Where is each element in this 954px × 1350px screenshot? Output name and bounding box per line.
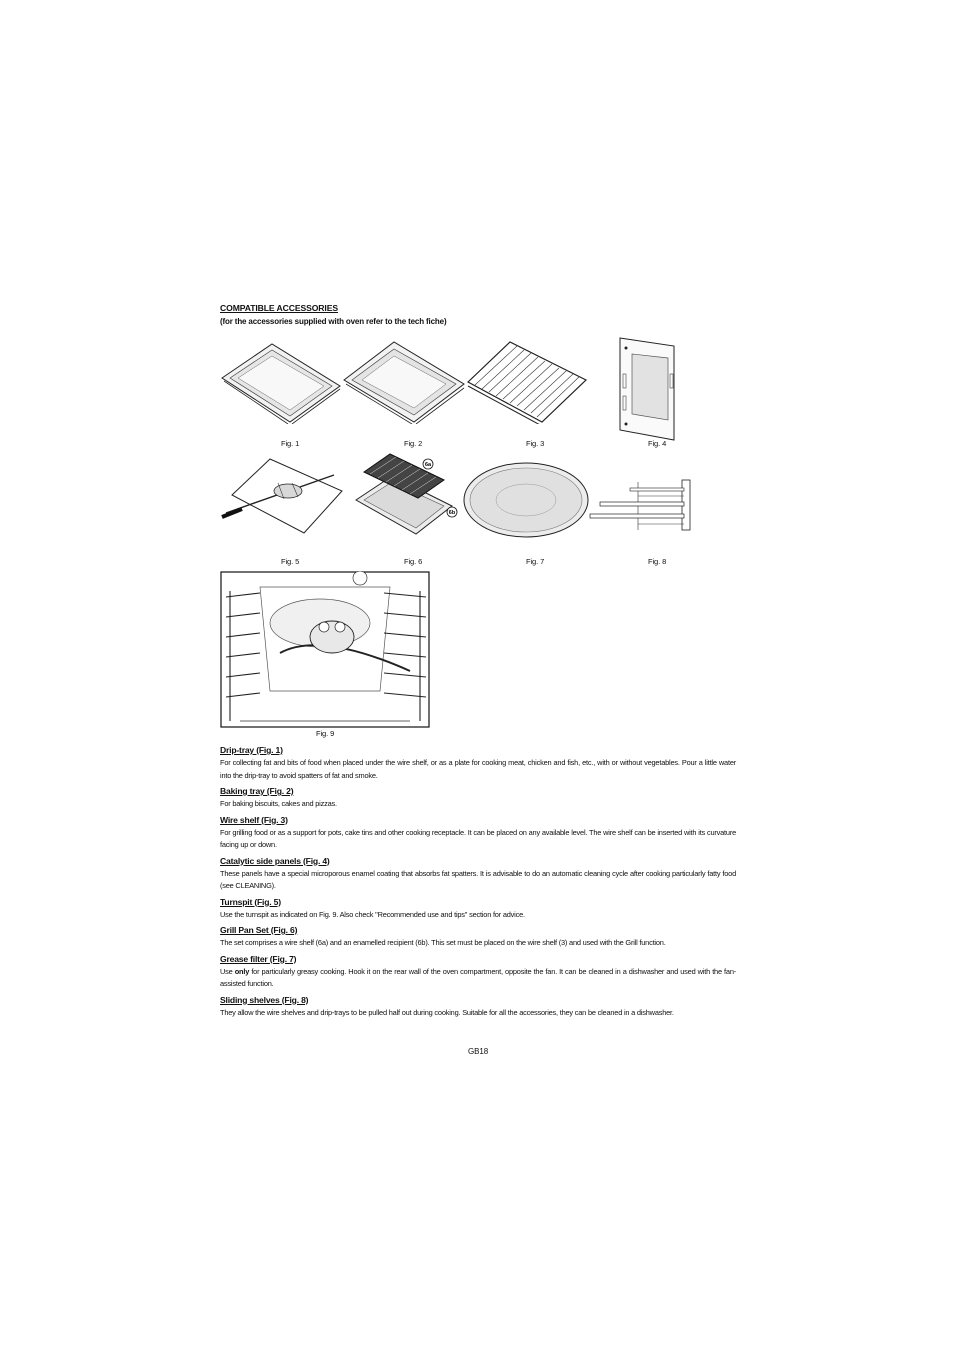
drip-tray-body: For collecting fat and bits of food when placed under the wire shelf, or as a plate for cooking meat, chicken and fish, etc., with or without vegetables. Pour a little water into the drip-tray to avoid spatters of fat and smoke. [220, 758, 736, 780]
accessory-descriptions [220, 745, 736, 1023]
section-heading: COMPATIBLE ACCESSORIES [220, 303, 338, 313]
wire-shelf-title: Wire shelf (Fig. 3) [220, 814, 288, 825]
fig1-caption: Fig. 1 [281, 439, 300, 448]
baking-tray-title: Baking tray (Fig. 2) [220, 786, 294, 796]
turnspit-title: Turnspit (Fig. 5) [220, 896, 281, 907]
grease-filter-body-emphasis: only [234, 966, 250, 976]
sliding-shelves-title: Sliding shelves (Fig. 8) [220, 994, 309, 1005]
grease-filter-body-start: Use [220, 966, 235, 976]
fig4-caption: Fig. 4 [648, 439, 667, 448]
catalytic-panels-title: Catalytic side panels (Fig. 4) [220, 855, 330, 866]
grease-filter-illustration [462, 460, 590, 540]
wire-shelf-illustration [464, 340, 588, 424]
catalytic-panel-illustration [614, 334, 686, 442]
sliding-shelves-illustration [586, 474, 694, 534]
drip-tray-illustration [220, 340, 342, 424]
grill-pan-set-title: Grill Pan Set (Fig. 6) [220, 925, 298, 935]
turnspit-illustration [220, 455, 344, 539]
sliding-shelves-body: They allow the wire shelves and drip-trays to be pulled half out during cooking. Suitable for all the accessories, they can be cleaned in a dishwasher. [220, 1007, 674, 1017]
fig7-caption: Fig. 7 [526, 557, 545, 566]
label-6b: 6b [448, 510, 456, 516]
grease-filter-body [220, 966, 736, 991]
fig3-caption: Fig. 3 [526, 439, 545, 448]
turnspit-body: Use the turnspit as indicated on Fig. 9. Also check "Recommended use and tips" section for advice. [220, 909, 525, 919]
fig8-caption: Fig. 8 [648, 557, 667, 566]
catalytic-panels-body: These panels have a special microporous enamel coating that absorbs fat spatters. It is advisable to do an automatic cleaning cycle after cooking particularly fatty food (see CLEANING). [220, 868, 736, 890]
section-subheading: (for the accessories supplied with oven refer to the tech fiche) [220, 317, 447, 326]
grease-filter-title: Grease filter (Fig. 7) [220, 953, 297, 964]
wire-shelf-body: For grilling food or as a support for pots, cake tins and other cooking receptacle. It can be placed on any available level. The wire shelf can be inserted with its curvature facing up or down. [220, 827, 736, 849]
drip-tray-title: Drip-tray (Fig. 1) [220, 745, 283, 755]
baking-tray-body: For baking biscuits, cakes and pizzas. [220, 799, 337, 808]
grease-filter-body-end: for particularly greasy cooking. Hook it on the rear wall of the oven compartment, opposite the fan. It can be cleaned in a dishwasher and used with the fan-assisted function. [220, 966, 736, 988]
oven-turnspit-illustration [220, 571, 430, 728]
grill-pan-set-body: The set comprises a wire shelf (6a) and an enamelled recipient (6b). This set must be placed on the wire shelf (3) and used with the Grill function. [220, 938, 666, 947]
fig5-caption: Fig. 5 [281, 557, 300, 566]
grill-pan-set-illustration [352, 450, 462, 536]
fig2-caption: Fig. 2 [404, 439, 423, 448]
page-number: GB18 [468, 1047, 489, 1056]
fig9-caption: Fig. 9 [316, 729, 335, 738]
label-6a: 6a [424, 462, 432, 468]
baking-tray-illustration [342, 340, 466, 424]
fig6-caption: Fig. 6 [404, 557, 423, 566]
